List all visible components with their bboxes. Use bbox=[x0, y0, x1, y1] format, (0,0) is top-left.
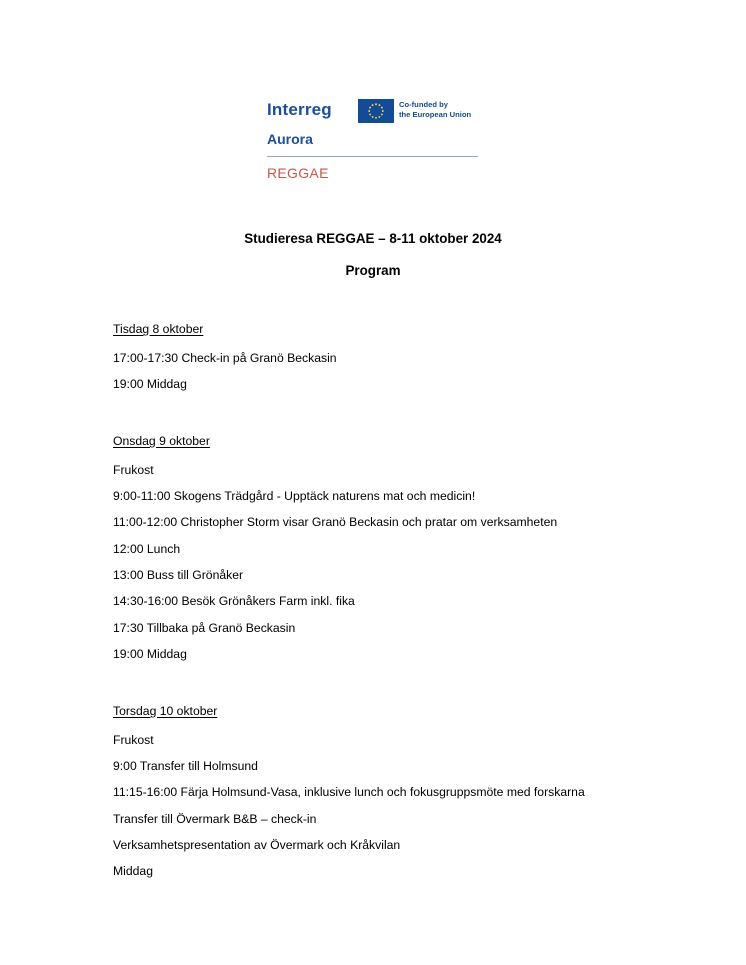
schedule-item: 19:00 Middag bbox=[113, 377, 187, 391]
schedule-item: 13:00 Buss till Grönåker bbox=[113, 568, 244, 582]
interreg-aurora-logo bbox=[267, 96, 479, 186]
schedule-item: Frukost bbox=[113, 463, 154, 477]
schedule-item: 14:30-16:00 Besök Grönåkers Farm inkl. fika bbox=[113, 594, 355, 608]
project-name: REGGAE bbox=[267, 165, 329, 181]
cofunded-line-1: Co-funded by bbox=[399, 100, 448, 109]
day-heading-onsdag: Onsdag 9 oktober bbox=[113, 434, 210, 448]
cofunded-line-2: the European Union bbox=[399, 109, 472, 119]
schedule-item: 12:00 Lunch bbox=[113, 542, 181, 556]
schedule-item: 11:15-16:00 Färja Holmsund-Vasa, inklusive lunch och fokusgruppsmöte med forskarna bbox=[113, 785, 585, 799]
schedule-item: Frukost bbox=[113, 733, 154, 747]
schedule-item: 17:00-17:30 Check-in på Granö Beckasin bbox=[113, 351, 337, 365]
aurora-label: Aurora bbox=[267, 131, 313, 147]
document-subtitle: Program bbox=[345, 263, 401, 278]
schedule-item: Transfer till Övermark B&B – check-in bbox=[113, 812, 317, 826]
schedule-item: 9:00 Transfer till Holmsund bbox=[113, 759, 258, 773]
eu-flag-icon bbox=[358, 99, 394, 123]
schedule-item: Verksamhetspresentation av Övermark och Kråkvilan bbox=[113, 838, 401, 852]
schedule-item: 19:00 Middag bbox=[113, 647, 187, 661]
schedule-item: 11:00-12:00 Christopher Storm visar Granö Beckasin och pratar om verksamheten bbox=[113, 515, 558, 529]
cofunded-text bbox=[399, 100, 471, 119]
day-heading-tisdag: Tisdag 8 oktober bbox=[113, 322, 204, 336]
document-title: Studieresa REGGAE – 8-11 oktober 2024 bbox=[244, 231, 502, 246]
day-heading-torsdag: Torsdag 10 oktober bbox=[113, 704, 218, 718]
eu-stars bbox=[368, 103, 384, 119]
schedule-item: 17:30 Tillbaka på Granö Beckasin bbox=[113, 621, 296, 635]
interreg-wordmark: Interreg bbox=[267, 100, 332, 119]
schedule-item: 9:00-11:00 Skogens Trädgård - Upptäck naturens mat och medicin! bbox=[113, 489, 476, 503]
logo-divider bbox=[267, 156, 478, 157]
schedule-item: Middag bbox=[113, 864, 153, 878]
